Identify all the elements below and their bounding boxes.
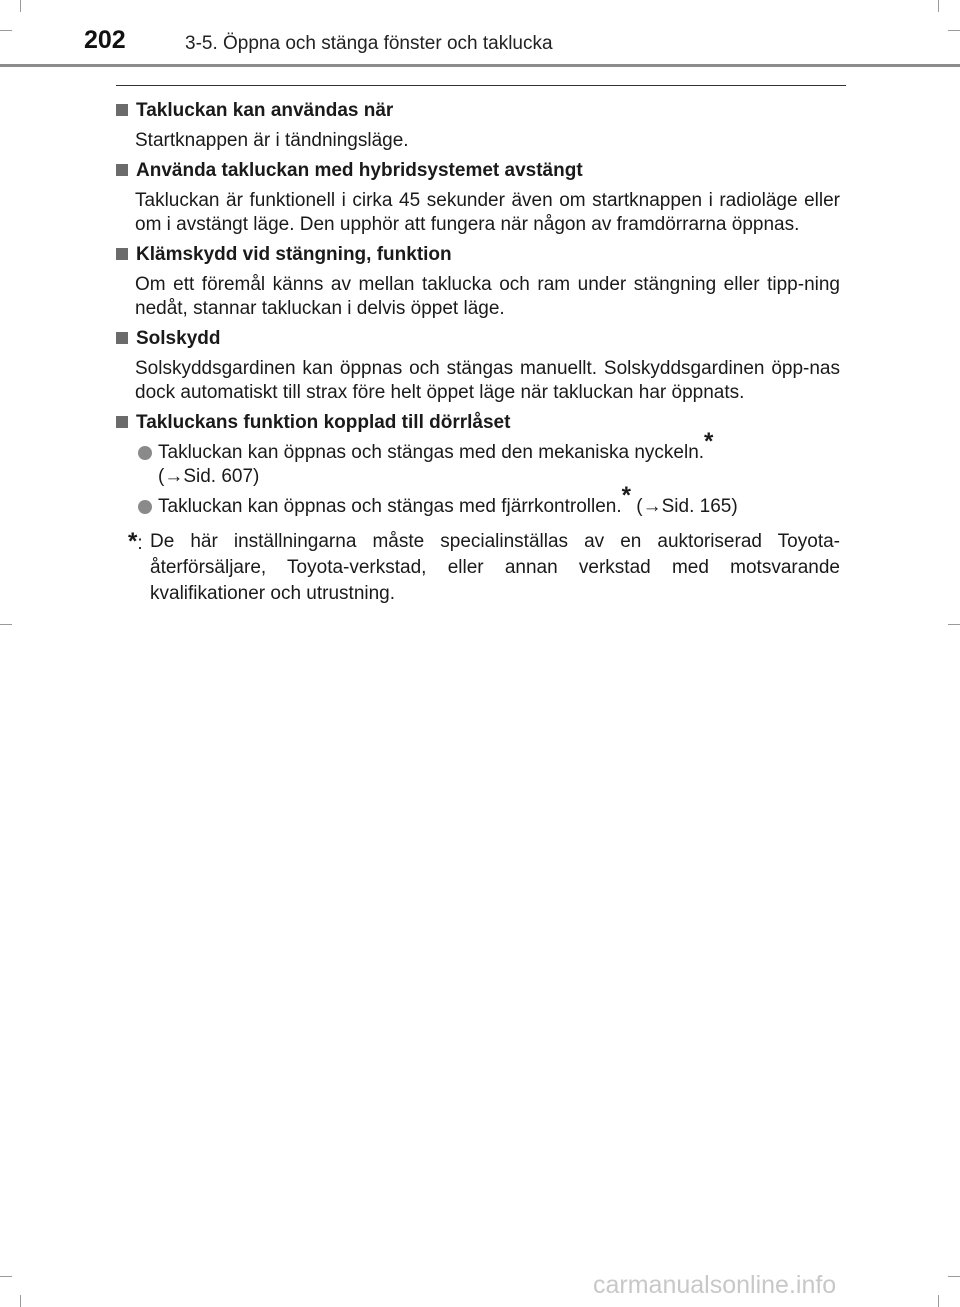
- page-content: [114, 93, 840, 607]
- section-body: Startknappen är i tändningsläge.: [135, 130, 409, 151]
- crop-mark: [20, 1295, 21, 1307]
- section-jam-protection: [114, 243, 840, 321]
- section-body: Takluckan är funktionell i cirka 45 sekunder även om startknappen i radioläge eller om i avstängt läge. Den upphör att fungera när någon av framdörrarna öppnas.: [135, 190, 840, 235]
- section-body: Solskyddsgardinen kan öppnas och stängas manuellt. Solskyddsgardinen öpp-nas dock automatiskt till strax före helt öppet läge när takluckan har öppnats.: [135, 358, 840, 403]
- footnote-text: De här inställningarna måste specialinställas av en auktoriserad Toyota-återförsäljare, Toyota-verkstad, eller annan verkstad med motsvarande kvalifikationer och utrustning.: [150, 531, 840, 604]
- crop-mark: [20, 0, 21, 12]
- crop-mark: [938, 1295, 939, 1307]
- section-heading: Takluckans funktion kopplad till dörrlåset: [136, 412, 511, 433]
- section-hybrid-off: [114, 159, 840, 237]
- section-roof-usage: [114, 99, 840, 153]
- crop-mark: [0, 30, 12, 31]
- section-heading: Klämskydd vid stängning, funktion: [136, 244, 452, 265]
- section-body: Om ett föremål känns av mellan taklucka och ram under stängning eller tipp-ning nedåt, stannar takluckan i delvis öppet läge.: [135, 274, 840, 319]
- section-sunshade: [114, 327, 840, 405]
- square-bullet-icon: [116, 416, 128, 428]
- circle-bullet-icon: [138, 500, 152, 514]
- square-bullet-icon: [116, 104, 128, 116]
- watermark-text: carmanualsonline.info: [593, 1271, 837, 1299]
- content-rule: [116, 85, 846, 86]
- crop-mark: [938, 0, 939, 12]
- crop-mark: [0, 624, 12, 625]
- square-bullet-icon: [116, 164, 128, 176]
- page-reference-link[interactable]: (→Sid. 607): [158, 466, 260, 487]
- footnote-asterisk: *: [128, 528, 138, 555]
- footnote-asterisk: *: [704, 427, 714, 455]
- crop-mark: [948, 30, 960, 31]
- square-bullet-icon: [116, 332, 128, 344]
- crop-mark: [948, 624, 960, 625]
- crop-mark: [948, 1276, 960, 1277]
- crop-mark: [0, 1276, 12, 1277]
- header-rule: [0, 64, 960, 67]
- circle-bullet-icon: [138, 446, 152, 460]
- section-door-lock-link: [114, 411, 840, 519]
- bullet-text: Takluckan kan öppnas och stängas med fjärrkontrollen.: [158, 496, 622, 517]
- section-heading: Använda takluckan med hybridsystemet avstängt: [136, 160, 583, 181]
- bullet-text: Takluckan kan öppnas och stängas med den mekaniska nyckeln.: [158, 442, 705, 463]
- footnote: [114, 529, 840, 607]
- square-bullet-icon: [116, 248, 128, 260]
- list-item: [114, 427, 840, 489]
- list-item: [114, 481, 840, 519]
- section-heading: Solskydd: [136, 328, 221, 349]
- section-heading: Takluckan kan användas när: [136, 100, 394, 121]
- page-number: 202: [84, 26, 126, 54]
- chapter-title: 3-5. Öppna och stänga fönster och taklucka: [185, 33, 553, 54]
- footnote-colon: :: [137, 533, 143, 554]
- page-reference-link[interactable]: (→Sid. 165): [636, 496, 738, 517]
- footnote-asterisk: *: [621, 481, 631, 509]
